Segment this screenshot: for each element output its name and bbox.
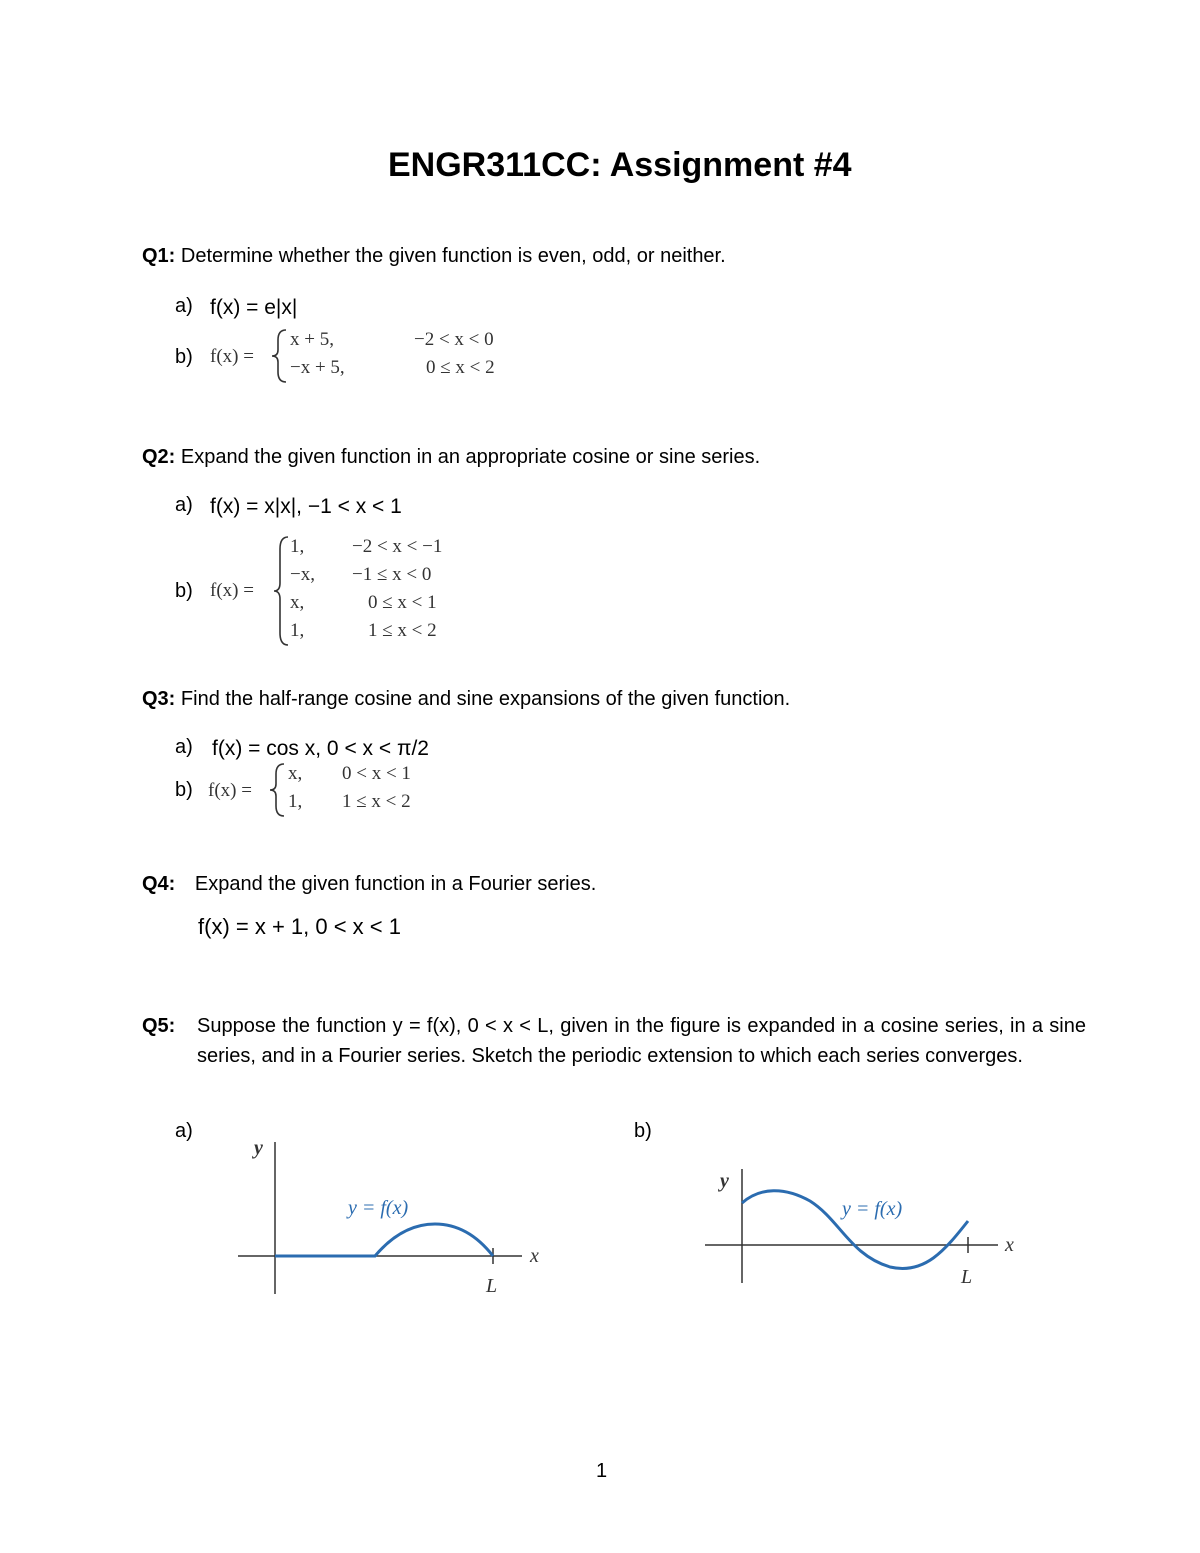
q5-text: Suppose the function y = f(x), 0 < x < L, given in the figure is expanded in a cosine series, in a sine series, and in a Fourier series. Sketch the periodic extension to which each series converges. [197, 1015, 1086, 1067]
case-row [288, 788, 423, 816]
case-row [290, 561, 454, 589]
q1-b-lhs: f(x) = [210, 346, 254, 367]
case-row [290, 589, 454, 617]
page-number: 1 [596, 1460, 608, 1482]
q5-label-wrap [142, 1015, 175, 1038]
case-row [290, 326, 507, 354]
curve-label: y = f(x) [842, 1198, 903, 1220]
x-axis-label: x [1005, 1234, 1014, 1256]
curve-label: y = f(x) [348, 1197, 409, 1219]
y-axis-label: y [720, 1170, 729, 1192]
case-row [290, 533, 454, 561]
case-row [290, 354, 507, 382]
x-axis-label: x [530, 1245, 539, 1267]
function-curve [275, 1224, 493, 1256]
q5-fig-a-label: a) [175, 1120, 193, 1142]
q2-b-lhs: f(x) = [210, 580, 254, 601]
case-expression: −x, [290, 564, 315, 585]
case-condition: 0 < x < 1 [342, 763, 411, 784]
q2-prompt [142, 446, 760, 469]
q2-b-label: b) [175, 580, 193, 602]
case-condition: −2 < x < 0 [414, 329, 494, 350]
q3-a-expression: f(x) = cos x, 0 < x < π/2 [212, 737, 429, 760]
case-expression: 1, [290, 536, 305, 557]
tick-label: L [486, 1275, 498, 1297]
q2-b-cases [290, 533, 454, 645]
q3-prompt [142, 688, 790, 711]
q1-a-label: a) [175, 295, 193, 317]
q3-b-cases [288, 760, 423, 816]
q4-text: Expand the given function in a Fourier series. [194, 873, 597, 895]
q2-label: Q2: [142, 446, 176, 468]
case-condition: 0 ≤ x < 1 [368, 592, 437, 613]
q5-fig-b [700, 1165, 1030, 1295]
case-expression: −x + 5, [290, 357, 345, 378]
case-row [290, 617, 454, 645]
q2-a-expression: f(x) = x|x|, −1 < x < 1 [210, 495, 402, 518]
tick-label: L [961, 1266, 973, 1288]
q3-label: Q3: [142, 688, 176, 710]
case-condition: 0 ≤ x < 2 [426, 357, 495, 378]
q1-a-expression: f(x) = e|x| [210, 296, 298, 319]
case-row [288, 760, 423, 788]
case-expression: 1, [290, 620, 305, 641]
q5-fig-a [230, 1132, 550, 1302]
q3-a-label: a) [175, 736, 193, 758]
q3-text: Find the half-range cosine and sine expansions of the given function. [180, 688, 791, 710]
q3-b-lhs: f(x) = [208, 780, 252, 801]
q5-fig-b-label: b) [634, 1120, 652, 1142]
q1-text: Determine whether the given function is even, odd, or neither. [180, 245, 726, 267]
q3-b-label: b) [175, 779, 193, 801]
case-condition: −2 < x < −1 [352, 536, 443, 557]
case-condition: 1 ≤ x < 2 [342, 791, 411, 812]
q1-label: Q1: [142, 245, 176, 267]
case-expression: 1, [288, 791, 303, 812]
case-condition: 1 ≤ x < 2 [368, 620, 437, 641]
q4-prompt [142, 873, 596, 896]
page-title: ENGR311CC: Assignment #4 [388, 146, 852, 184]
q4-expression: f(x) = x + 1, 0 < x < 1 [198, 914, 401, 939]
q3-b-brace [268, 760, 288, 820]
q5-label: Q5: [142, 1015, 176, 1037]
q1-b-label: b) [175, 346, 193, 368]
q1-b-cases [290, 326, 507, 382]
y-axis-label: y [254, 1137, 263, 1159]
q1-prompt [142, 245, 726, 268]
case-expression: x, [290, 592, 305, 613]
q1-b-brace [270, 326, 290, 386]
case-expression: x, [288, 763, 303, 784]
q2-a-label: a) [175, 494, 193, 516]
q4-label: Q4: [142, 873, 176, 895]
q2-text: Expand the given function in an appropriate cosine or sine series. [180, 446, 761, 468]
q2-b-brace [272, 533, 292, 649]
case-condition: −1 ≤ x < 0 [352, 564, 432, 585]
case-expression: x + 5, [290, 329, 334, 350]
